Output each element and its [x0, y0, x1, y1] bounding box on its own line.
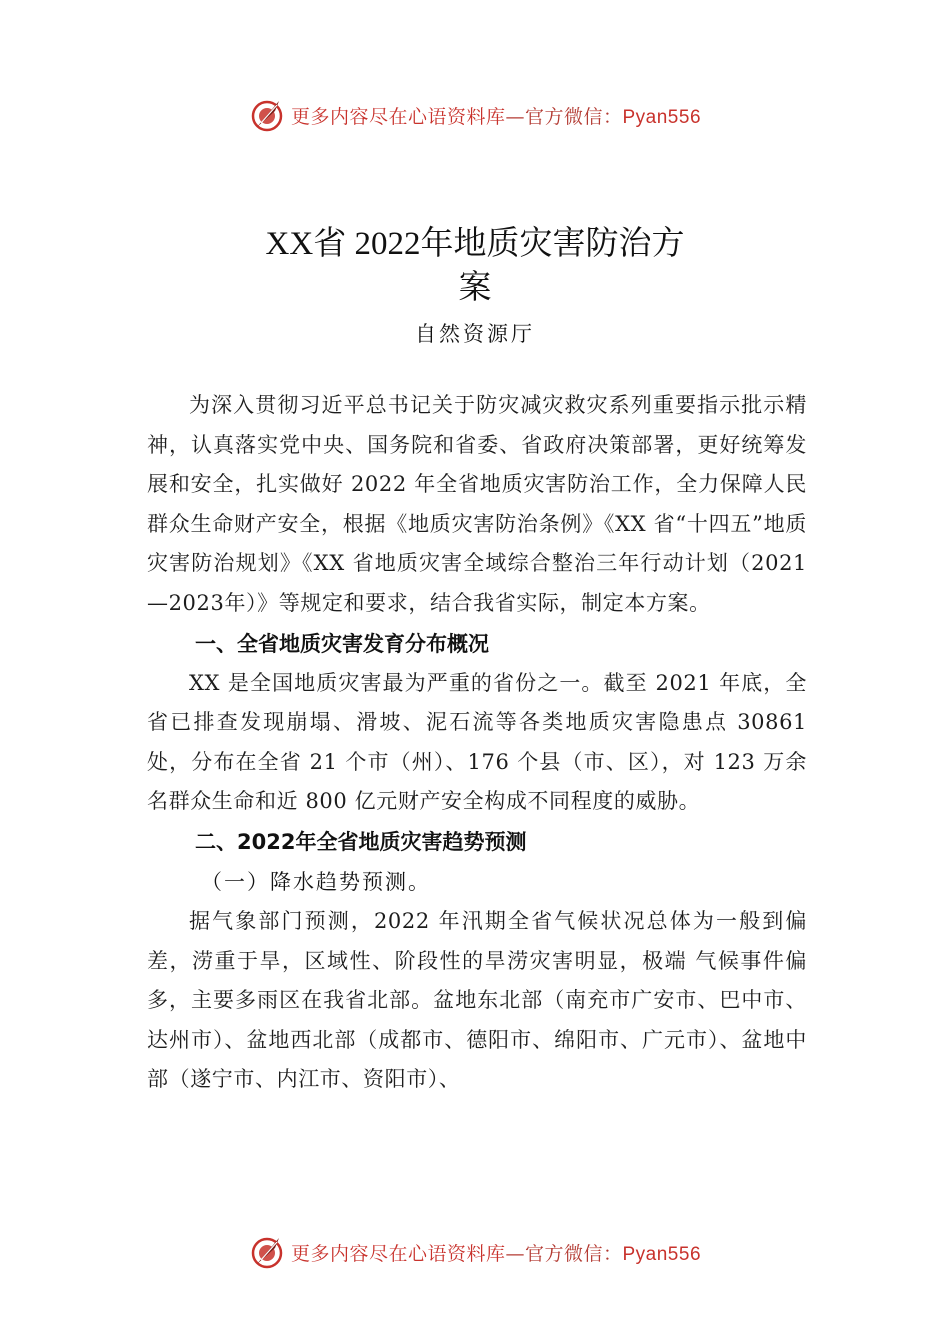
watermark-rest: —官方微信： — [505, 105, 623, 128]
title-line-1: XX省 2022年地质灾害防治方 — [265, 226, 685, 262]
section-1-heading: 一、全省地质灾害发育分布概况 — [195, 631, 489, 656]
watermark-header — [0, 95, 950, 135]
document-body — [147, 386, 807, 1100]
watermark-main: 更多内容尽在心语资料库 — [290, 1242, 506, 1265]
section-2-paragraph: 据气象部门预测，2022 年汛期全省气候状况总体为一般到偏差，涝重于旱，区域性、阶段性的旱涝灾害明显，极端 气候事件偏多，主要多雨区在我省北部。盆地东北部（南充市广安市、巴中市、达州市）、盆地西北部（成都市、德阳市、绵阳市、广元市）、盆地中部（遂宁市、内江市、资阳市）、 — [147, 908, 807, 1092]
section-2-subheading-1: （一）降水趋势预测。 — [201, 869, 431, 894]
title-line-2: 案 — [458, 270, 492, 306]
watermark-id: Pyan556 — [622, 1243, 702, 1265]
watermark-main: 更多内容尽在心语资料库 — [290, 105, 506, 128]
section-1-paragraph: XX 是全国地质灾害最为严重的省份之一。截至 2021 年底，全省已排查发现崩塌、滑坡、泥石流等各类地质灾害隐患点 30861 处，分布在全省 21 个市（州）、176 个县（市、区），对 123 万余名群众生命和近 800 亿元财产安全构成不同程度的威胁。 — [147, 670, 807, 814]
document-title — [150, 222, 800, 310]
intro-paragraph: 为深入贯彻习近平总书记关于防灾减灾救灾系列重要指示批示精神，认真落实党中央、国务院和省委、省政府决策部署，更好统筹发展和安全，扎实做好 2022 年全省地质灾害防治工作，全力保障人民群众生命财产安全，根据《地质灾害防治条例》《XX 省“十四五”地质灾害防治规划》《XX 省地质灾害全域综合整治三年行动计划（2021—2023年）》等规定和要求，结合我省实际，制定本方案。 — [147, 393, 807, 615]
watermark-rest: —官方微信： — [505, 1242, 623, 1265]
quill-seal-icon — [249, 1234, 285, 1270]
watermark-id: Pyan556 — [622, 106, 702, 128]
document-author: 自然资源厅 — [415, 322, 535, 346]
watermark-text — [291, 1239, 701, 1266]
watermark-text — [291, 102, 701, 129]
watermark-footer — [0, 1232, 950, 1272]
section-2-heading: 二、2022年全省地质灾害趋势预测 — [195, 829, 527, 854]
quill-seal-icon — [249, 97, 285, 133]
